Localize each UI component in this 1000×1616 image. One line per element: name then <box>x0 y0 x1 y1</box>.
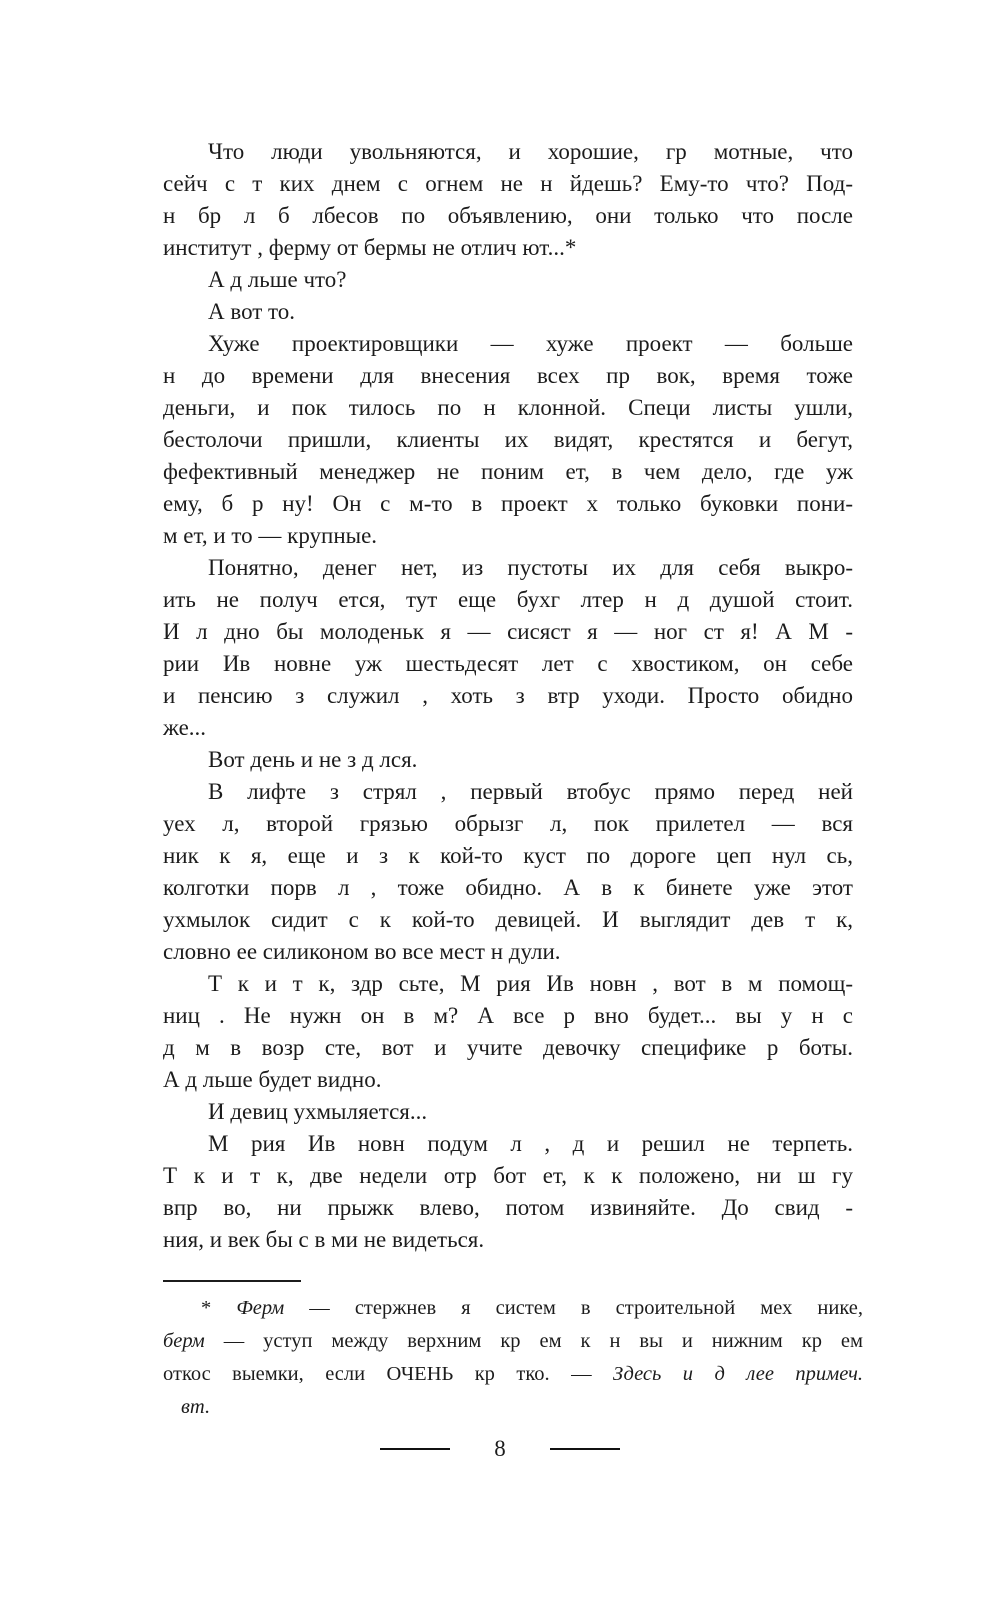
text-line: деньги, и пок тилось по н клонной. Специ листы ушли, <box>163 395 853 420</box>
paragraph <box>163 1096 853 1128</box>
text-line: ему, б р ну! Он с м-то в проект х только буковки пони- <box>163 491 853 516</box>
paragraph <box>163 1128 853 1256</box>
paragraph <box>163 264 853 296</box>
text-line: сейч с т ких днем с огнем не н йдешь? Ему-то что? Под- <box>163 171 853 196</box>
footer-rule-right <box>550 1448 620 1450</box>
footnote-line <box>163 1292 863 1325</box>
text-line: ухмылок сидит с к кой-то девицей. И выглядит дев т к, <box>163 907 853 932</box>
paragraph <box>163 776 853 968</box>
footnote-italic-text: Здесь и д лее примеч. <box>613 1363 863 1385</box>
paragraph <box>163 968 853 1096</box>
body-text <box>163 136 853 1256</box>
footer-rule-left <box>380 1448 450 1450</box>
text-line: И л дно бы молоденьк я — сисяст я — ног ст я! А М - <box>163 619 853 644</box>
paragraph <box>163 328 853 552</box>
text-line: Хуже проектировщики — хуже проект — больше <box>208 331 853 356</box>
paragraph <box>163 744 853 776</box>
footnote-line <box>163 1358 863 1391</box>
text-line: н бр л б лбесов по объявлению, они только что после <box>163 203 853 228</box>
paragraph <box>163 296 853 328</box>
text-line: Понятно, денег нет, из пустоты их для себя выкро- <box>208 555 853 580</box>
text-line: А д льше будет видно. <box>163 1067 382 1092</box>
text-line: Т к и т к, две недели отр бот ет, к к положено, ни ш гу <box>163 1163 853 1188</box>
text-line: впр во, ни прыжк влево, потом извиняйте. До свид - <box>163 1195 853 1220</box>
text-line: институт , ферму от бермы не отлич ют...* <box>163 235 577 260</box>
text-line: ник к я, еще и з к кой-то куст по дороге цеп нул сь, <box>163 843 853 868</box>
footnote-line <box>163 1325 863 1358</box>
footnote <box>163 1292 863 1424</box>
footnote-italic-text: вт. <box>181 1396 211 1418</box>
text-line: ить не получ ется, тут еще бухг лтер н д душой стоит. <box>163 587 853 612</box>
text-line: ниц . Не нужн он в м? А все р вно будет... вы у н с <box>163 1003 853 1028</box>
text-line: уех л, второй грязью обрызг л, пок прилетел — вся <box>163 811 853 836</box>
footnote-line <box>163 1391 863 1424</box>
footnote-text: * <box>201 1297 237 1319</box>
footnote-italic-text: берм <box>163 1330 205 1352</box>
paragraph <box>163 552 853 744</box>
text-line: Вот день и не з д лся. <box>208 747 418 772</box>
footnote-separator <box>163 1280 301 1282</box>
page-number: 8 <box>494 1436 506 1461</box>
text-line: рии Ив новне уж шестьдесят лет с хвостиком, он себе <box>163 651 853 676</box>
text-line: н до времени для внесения всех пр вок, время тоже <box>163 363 853 388</box>
footnote-text: — стержнев я систем в строительной мех нике, <box>284 1297 864 1319</box>
page-footer <box>0 1436 1000 1462</box>
text-line: же... <box>163 715 207 740</box>
paragraph <box>163 136 853 264</box>
text-line: м ет, и то — крупные. <box>163 523 378 548</box>
footnote-text: откос выемки, если ОЧЕНЬ кр тко. — <box>163 1363 614 1385</box>
text-line: д м в возр сте, вот и учите девочку специфике р боты. <box>163 1035 853 1060</box>
footnote-italic-text: Ферм <box>236 1297 285 1319</box>
text-line: М рия Ив новн подум л , д и решил не терпеть. <box>208 1131 853 1156</box>
text-line: И девиц ухмыляется... <box>208 1099 428 1124</box>
text-line: А вот то. <box>208 299 296 324</box>
text-line: Т к и т к, здр сьте, М рия Ив новн , вот в м помощ- <box>208 971 853 996</box>
text-line: Что люди увольняются, и хорошие, гр мотные, что <box>208 139 853 164</box>
text-line: бестолочи пришли, клиенты их видят, крестятся и бегут, <box>163 427 853 452</box>
text-line: В лифте з стрял , первый втобус прямо перед ней <box>208 779 853 804</box>
text-line: фефективный менеджер не поним ет, в чем дело, где уж <box>163 459 853 484</box>
footnote-text: — уступ между верхним кр ем к н вы и нижним кр ем <box>204 1330 863 1352</box>
text-line: колготки порв л , тоже обидно. А в к бинете уже этот <box>163 875 853 900</box>
text-line: словно ее силиконом во все мест н дули. <box>163 939 561 964</box>
text-line: А д льше что? <box>208 267 347 292</box>
text-line: и пенсию з служил , хоть з втр уходи. Просто обидно <box>163 683 853 708</box>
text-line: ния, и век бы с в ми не видеться. <box>163 1227 485 1252</box>
